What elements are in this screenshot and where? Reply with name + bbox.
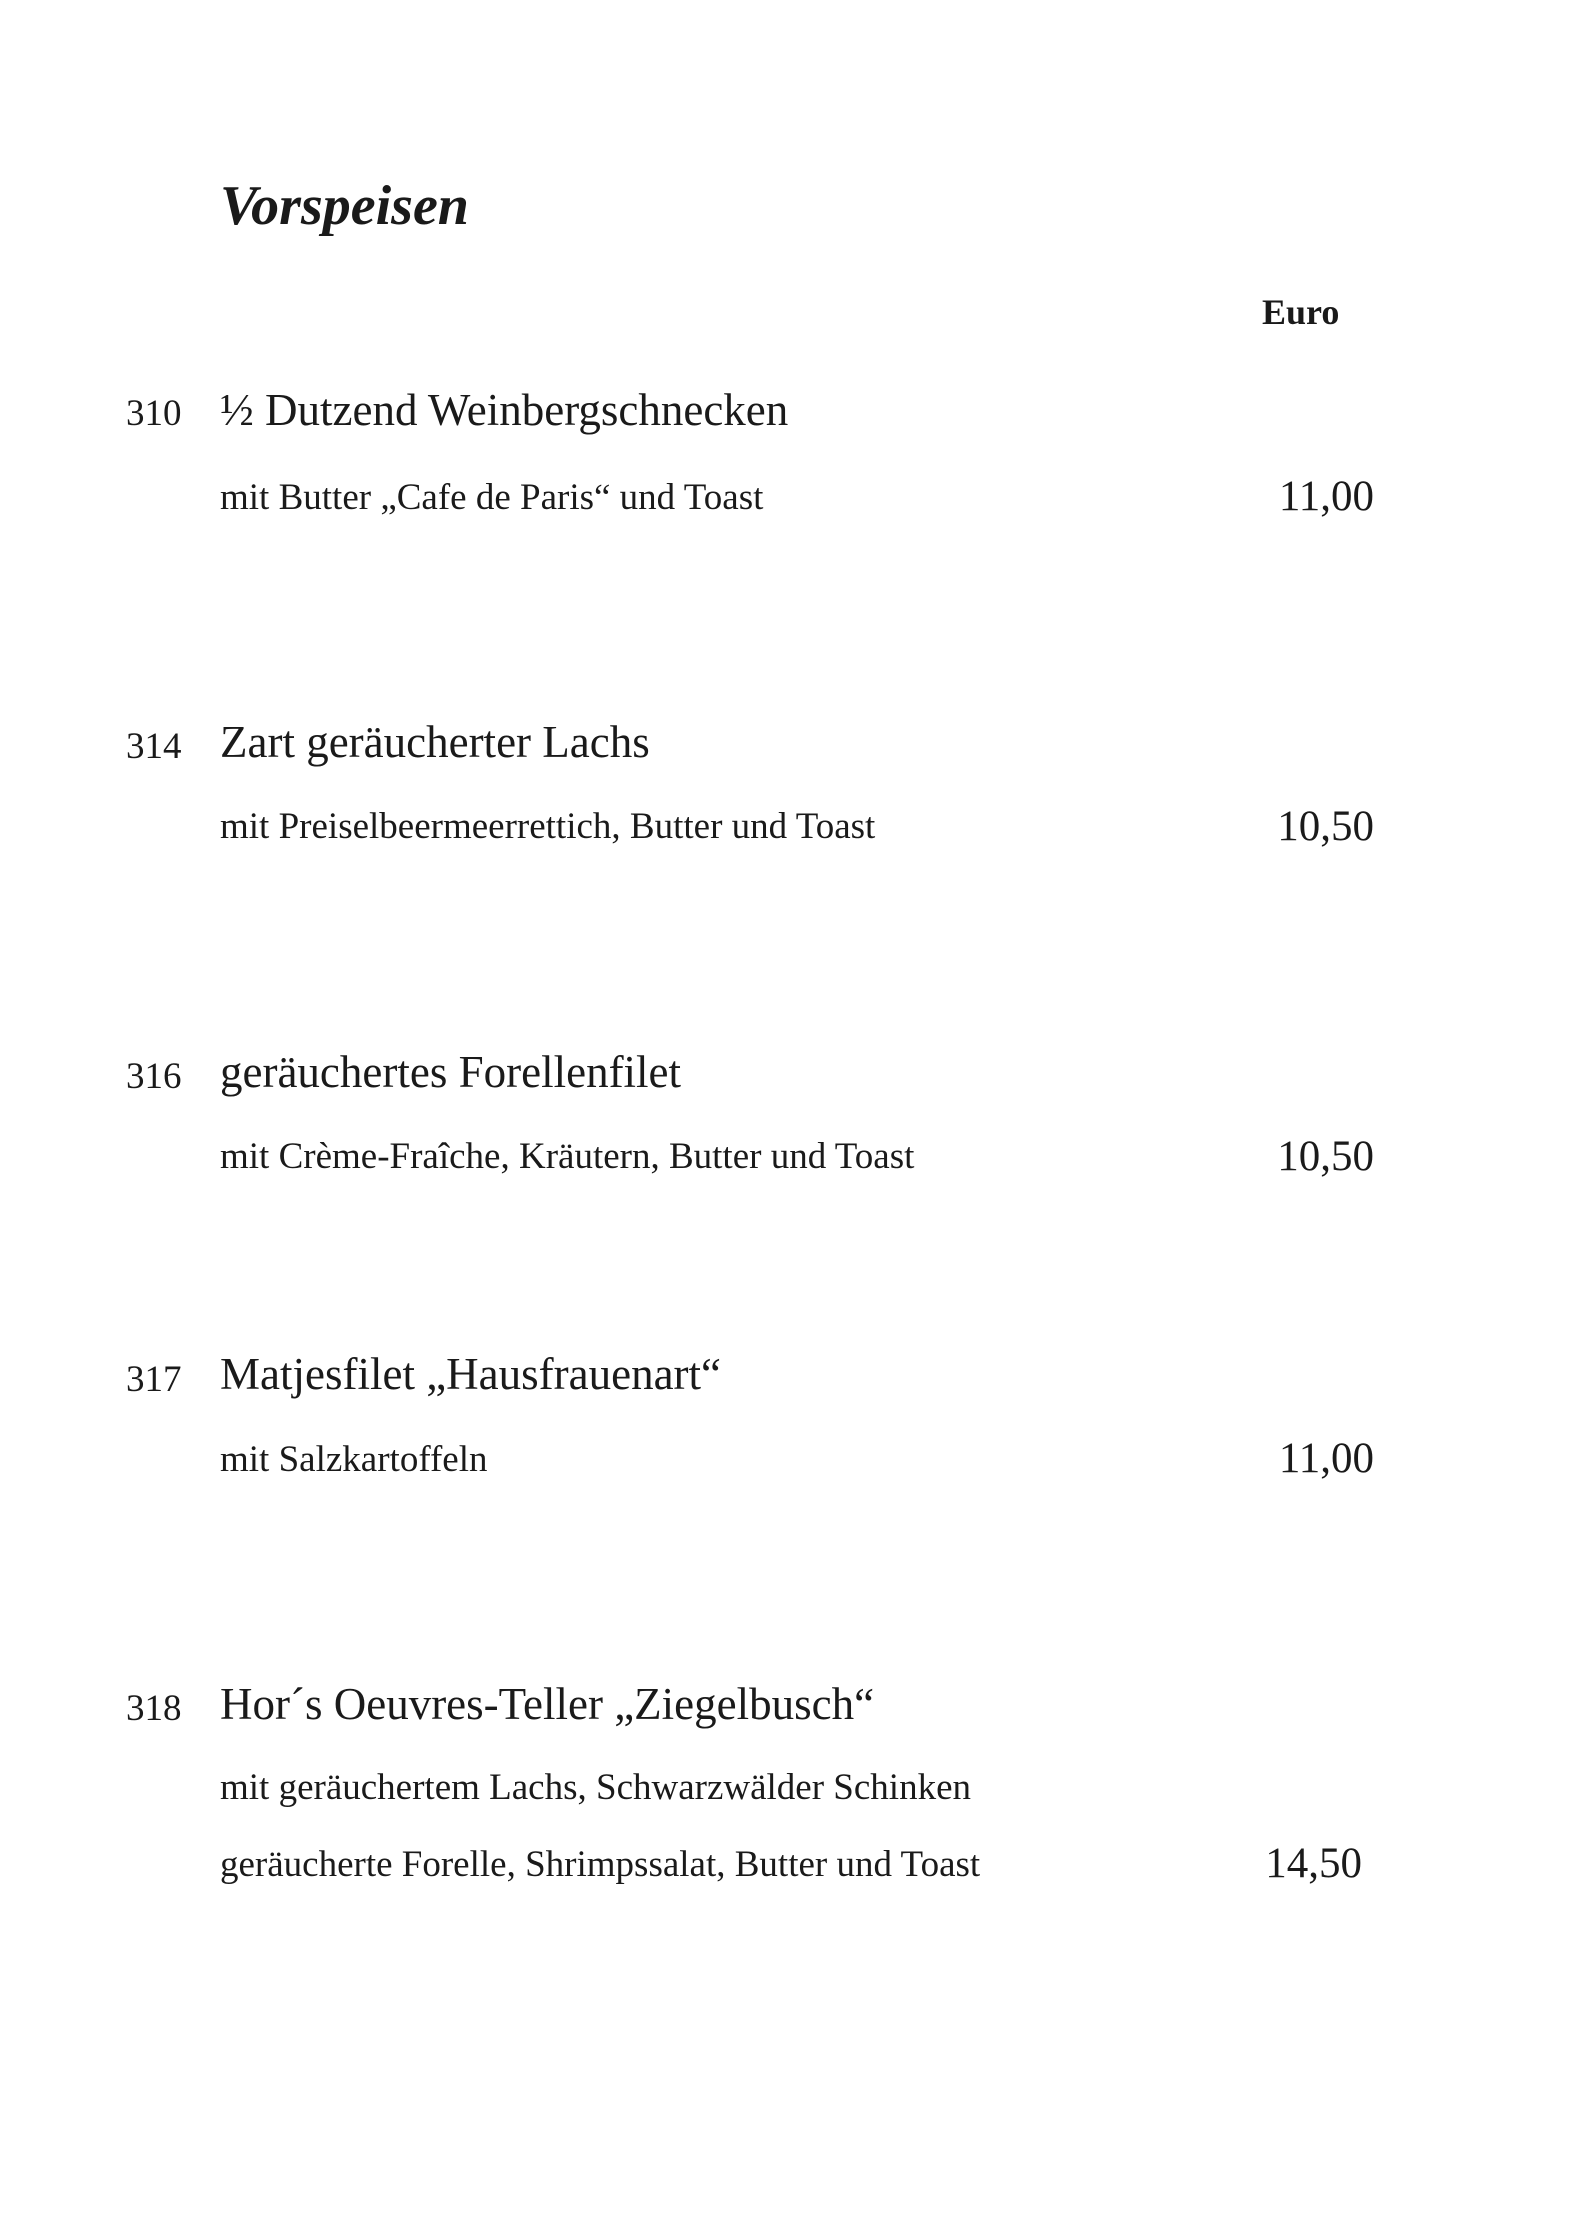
item-number: 316 [126, 1056, 182, 1097]
item-price: 14,50 [1265, 1840, 1362, 1887]
item-name: Matjesfilet „Hausfrauenart“ [220, 1349, 721, 1399]
item-name: Hor´s Oeuvres-Teller „Ziegelbusch“ [220, 1679, 875, 1729]
item-price: 10,50 [1277, 1133, 1374, 1180]
item-name: Zart geräucherter Lachs [220, 717, 650, 767]
item-number: 310 [126, 393, 182, 434]
item-number: 318 [126, 1688, 182, 1729]
item-description: geräucherte Forelle, Shrimpssalat, Butter und Toast [220, 1844, 981, 1885]
item-description: mit Crème-Fraîche, Kräutern, Butter und Toast [220, 1136, 915, 1177]
item-number: 314 [126, 726, 182, 767]
item-number: 317 [126, 1359, 182, 1400]
item-name: ½ Dutzend Weinbergschnecken [220, 385, 789, 435]
page-title: Vorspeisen [220, 175, 469, 237]
item-description: mit Preiselbeermeerrettich, Butter und Toast [220, 806, 876, 847]
item-price: 10,50 [1277, 803, 1374, 850]
item-price: 11,00 [1278, 1435, 1374, 1482]
item-description: mit geräuchertem Lachs, Schwarzwälder Schinken [220, 1767, 972, 1808]
item-description: mit Butter „Cafe de Paris“ und Toast [220, 477, 764, 518]
item-name: geräuchertes Forellenfilet [220, 1047, 682, 1097]
item-price: 11,00 [1278, 473, 1374, 520]
item-description: mit Salzkartoffeln [220, 1439, 488, 1480]
currency-header: Euro [1262, 292, 1340, 332]
